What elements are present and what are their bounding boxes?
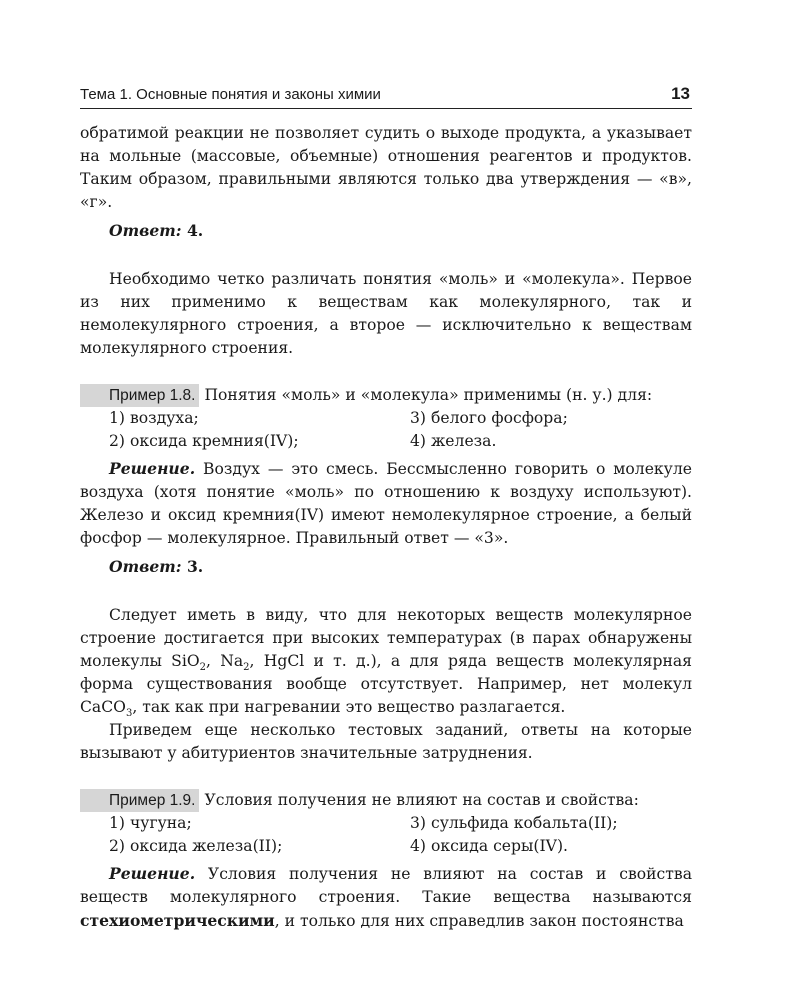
answer-label: Ответ:	[109, 221, 182, 240]
example-label: Пример 1.8.	[80, 384, 199, 407]
spacer	[80, 579, 692, 604]
bold-term: стехиометрическими	[80, 911, 275, 930]
answer-line	[80, 555, 692, 579]
paragraph: Необходимо четко различать понятия «моль» и «молекула». Первое из них применимо к веществам как молекулярного, так и немолекулярного строения, а второе — исключительно к веществам молекулярного строения.	[80, 270, 692, 357]
example-1-8-heading	[80, 384, 692, 407]
option-item: 4) оксида серы(IV).	[410, 837, 568, 855]
answer-value: 3.	[181, 557, 204, 576]
solution-text: Воздух — это смесь. Бессмысленно говорить о молекуле воздуха (хотя понятие «моль» по отношению к воздуху используют). Железо и оксид кремния(IV) имеют немолекулярное строение, а белый фосфор — молекулярное. Правильный ответ — «3».	[80, 460, 692, 547]
answer-label: Ответ:	[109, 557, 182, 576]
subscript: 2	[243, 662, 250, 674]
text-run: , так как при нагревании это вещество разлагается.	[132, 698, 566, 716]
page-number: 13	[671, 84, 690, 103]
example-1-8-options	[80, 407, 692, 453]
solution-text: Условия получения не влияют на состав и свойства веществ молекулярного строения. Такие вещества называются	[80, 865, 692, 906]
paragraph: обратимой реакции не позволяет судить о выходе продукта, а указывает на мольные (массовые, объемные) отношения реагентов и продуктов. Таким образом, правильными являются только два утверждения — «в», «г».	[80, 124, 692, 211]
text-run: , Na	[205, 652, 244, 670]
subscript: 2	[199, 662, 206, 674]
paragraph	[80, 604, 692, 719]
paragraph: Приведем еще несколько тестовых заданий, ответы на которые вызывают у абитуриентов значительные затруднения.	[80, 721, 692, 762]
header-title: Тема 1. Основные понятия и законы химии	[80, 86, 381, 103]
spacer	[80, 765, 692, 789]
example-question: Условия получения не влияют на состав и свойства:	[199, 791, 639, 809]
solution-text: , и только для них справедлив закон постоянства	[274, 912, 684, 930]
option-item: 4) железа.	[410, 432, 497, 450]
answer-value: 4.	[181, 221, 204, 240]
example-1-9-options	[80, 812, 692, 858]
option-item: 1) воздуха;	[109, 409, 199, 427]
example-label: Пример 1.9.	[80, 789, 199, 812]
example-question: Понятия «моль» и «молекула» применимы (н. у.) для:	[199, 386, 653, 404]
option-item: 1) чугуна;	[109, 814, 192, 832]
solution-label: Решение.	[109, 459, 196, 478]
solution-label: Решение.	[109, 864, 196, 883]
spacer	[80, 360, 692, 384]
text-run: , HgCl и т. д.), а для ряда веществ молекулярная форма существования вообще отсутствует. Например, нет молекул CaCO	[80, 652, 692, 716]
solution-paragraph	[80, 457, 692, 550]
page-body	[80, 122, 692, 933]
option-item: 3) сульфида кобальта(II);	[410, 814, 618, 832]
running-header	[80, 86, 692, 109]
solution-paragraph	[80, 862, 692, 933]
example-1-9-heading	[80, 789, 692, 812]
answer-line	[80, 219, 692, 243]
text-run: Следует иметь в виду, что для некоторых веществ молекулярное строение достигается при высоких температурах (в парах обнаружены молекулы SiO	[80, 606, 692, 670]
option-item: 3) белого фосфора;	[410, 409, 568, 427]
option-item: 2) оксида железа(II);	[109, 837, 283, 855]
option-item: 2) оксида кремния(IV);	[109, 432, 299, 450]
subscript: 3	[125, 708, 133, 720]
spacer	[80, 243, 692, 268]
